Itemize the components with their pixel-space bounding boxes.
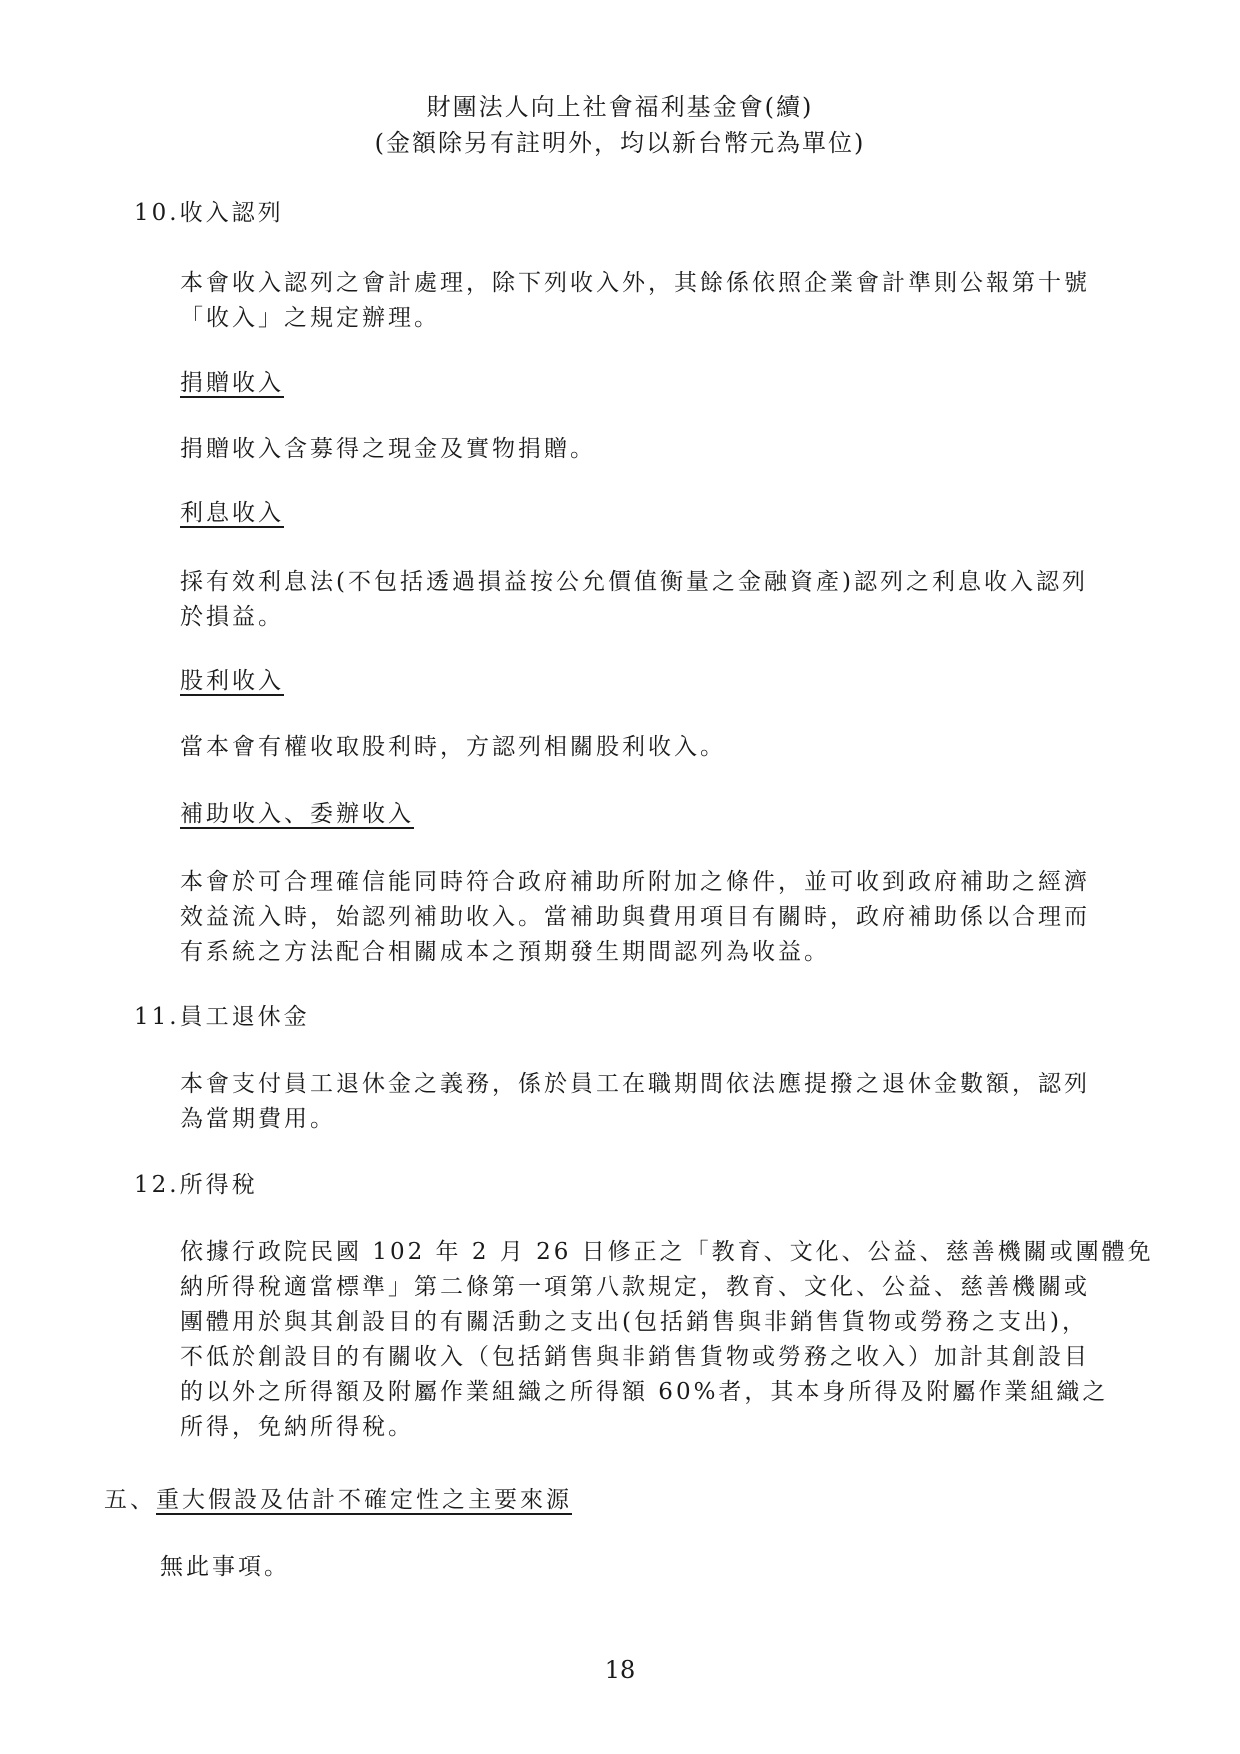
paragraph-line: 所得，免納所得稅。 — [180, 1414, 414, 1440]
paragraph-line: 效益流入時，始認列補助收入。當補助與費用項目有關時，政府補助係以合理而 — [180, 904, 1090, 930]
section-12-title: 12.所得稅 — [134, 1172, 258, 1198]
section-12-body — [180, 1235, 1154, 1445]
paragraph-line: 納所得稅適當標準」第二條第一項第八款規定，教育、文化、公益、慈善機關或 — [180, 1274, 1090, 1300]
section-11-body — [180, 1067, 1090, 1137]
interest-income-body — [180, 565, 1088, 635]
paragraph-line: 不低於創設目的有關收入（包括銷售與非銷售貨物或勞務之收入）加計其創設目 — [180, 1344, 1090, 1370]
section-5-title: 重大假設及估計不確定性之主要來源 — [156, 1487, 572, 1513]
section-10-intro — [180, 266, 1090, 336]
paragraph-line: 的以外之所得額及附屬作業組織之所得額 60%者，其本身所得及附屬作業組織之 — [180, 1379, 1109, 1405]
section-5-heading — [104, 1483, 572, 1518]
paragraph-line: 本會於可合理確信能同時符合政府補助所附加之條件，並可收到政府補助之經濟 — [180, 869, 1090, 895]
donation-income-heading — [180, 366, 284, 401]
subheading-text: 股利收入 — [180, 668, 284, 694]
subheading-text: 利息收入 — [180, 500, 284, 526]
paragraph-line: 「收入」之規定辦理。 — [180, 305, 440, 331]
dividend-income-heading — [180, 664, 284, 699]
report-subtitle: (金額除另有註明外，均以新台幣元為單位) — [374, 129, 866, 157]
paragraph-line: 本會收入認列之會計處理，除下列收入外，其餘係依照企業會計準則公報第十號 — [180, 270, 1090, 296]
section-5-body: 無此事項。 — [160, 1554, 290, 1580]
subsidy-income-heading — [180, 797, 414, 832]
paragraph-line: 依據行政院民國 102 年 2 月 26 日修正之「教育、文化、公益、慈善機關或團體免 — [180, 1239, 1154, 1265]
interest-income-heading — [180, 496, 284, 531]
dividend-income-body: 當本會有權收取股利時，方認列相關股利收入。 — [180, 734, 726, 760]
subheading-text: 補助收入、委辦收入 — [180, 801, 414, 827]
report-title: 財團法人向上社會福利基金會(續) — [426, 93, 814, 121]
paragraph-line: 有系統之方法配合相關成本之預期發生期間認列為收益。 — [180, 939, 830, 965]
section-5-prefix: 五、 — [104, 1487, 156, 1513]
section-10-title: 10.收入認列 — [134, 200, 284, 226]
subsidy-income-body — [180, 865, 1090, 970]
paragraph-line: 團體用於與其創設目的有關活動之支出(包括銷售與非銷售貨物或勞務之支出)， — [180, 1309, 1088, 1335]
donation-income-body: 捐贈收入含募得之現金及實物捐贈。 — [180, 436, 596, 462]
paragraph-line: 本會支付員工退休金之義務，係於員工在職期間依法應提撥之退休金數額，認列 — [180, 1071, 1090, 1097]
subheading-text: 捐贈收入 — [180, 370, 284, 396]
paragraph-line: 為當期費用。 — [180, 1106, 336, 1132]
paragraph-line: 採有效利息法(不包括透過損益按公允價值衡量之金融資產)認列之利息收入認列 — [180, 569, 1088, 595]
page-number: 18 — [604, 1656, 636, 1684]
section-11-title: 11.員工退休金 — [134, 1004, 310, 1030]
paragraph-line: 於損益。 — [180, 604, 284, 630]
